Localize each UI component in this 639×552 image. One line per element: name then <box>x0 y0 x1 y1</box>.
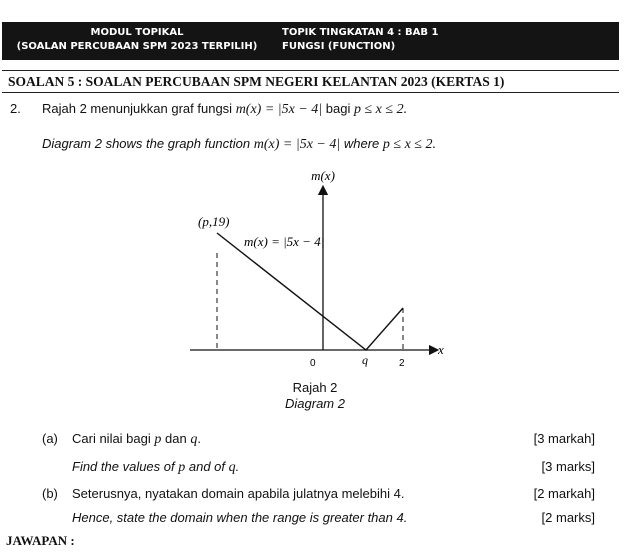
topic-title: TOPIK TINGKATAN 4 : BAB 1 FUNGSI (FUNCTION) <box>282 27 439 52</box>
point-label: (p,19) <box>198 214 230 229</box>
part-b-malay: Seterusnya, nyatakan domain apabila julatnya melebihi 4. <box>72 486 405 501</box>
heading-bottom-rule <box>2 92 619 93</box>
x-axis-label: x <box>438 342 444 357</box>
part-a-label: (a) <box>42 431 58 446</box>
heading-top-rule <box>2 70 619 71</box>
header-banner <box>2 22 619 60</box>
function-graph <box>180 168 450 378</box>
function-curve <box>217 233 403 350</box>
part-b-label: (b) <box>42 486 58 501</box>
part-a-malay-marks: [3 markah] <box>533 431 595 446</box>
question-malay: Rajah 2 menunjukkan graf fungsi m(x) = |5x − 4| bagi p ≤ x ≤ 2. <box>42 101 408 117</box>
origin-label: 0 <box>310 358 316 369</box>
question-english: Diagram 2 shows the graph function m(x) = |5x − 4| where p ≤ x ≤ 2. <box>42 136 436 152</box>
caption-malay: Rajah 2 <box>292 380 338 395</box>
function-expression: m(x) = |5x − 4| <box>235 102 323 117</box>
domain-expression-en: p ≤ x ≤ 2. <box>382 137 436 152</box>
part-a-english-marks: [3 marks] <box>541 459 595 474</box>
part-b-malay-marks: [2 markah] <box>533 486 595 501</box>
module-title: MODUL TOPIKAL (SOALAN PERCUBAAN SPM 2023 TERPILIH) <box>16 27 258 52</box>
part-a-english: Find the values of p and of q. <box>72 459 240 475</box>
part-b-english-marks: [2 marks] <box>541 510 595 525</box>
function-expression-en: m(x) = |5x − 4| <box>253 137 341 152</box>
y-axis-label: m(x) <box>311 168 335 183</box>
domain-expression: p ≤ x ≤ 2. <box>353 102 408 117</box>
part-b-english: Hence, state the domain when the range is greater than 4. <box>72 510 408 525</box>
caption-english: Diagram 2 <box>285 396 345 411</box>
two-label: 2 <box>399 358 405 369</box>
answer-label: JAWAPAN : <box>6 533 75 548</box>
curve-label: m(x) = |5x − 4| <box>244 234 325 249</box>
question-number: 2. <box>10 101 21 116</box>
part-a-malay: Cari nilai bagi p dan q. <box>72 431 201 447</box>
q-label: q <box>362 353 368 367</box>
section-heading: SOALAN 5 : SOALAN PERCUBAAN SPM NEGERI KELANTAN 2023 (KERTAS 1) <box>8 74 505 89</box>
